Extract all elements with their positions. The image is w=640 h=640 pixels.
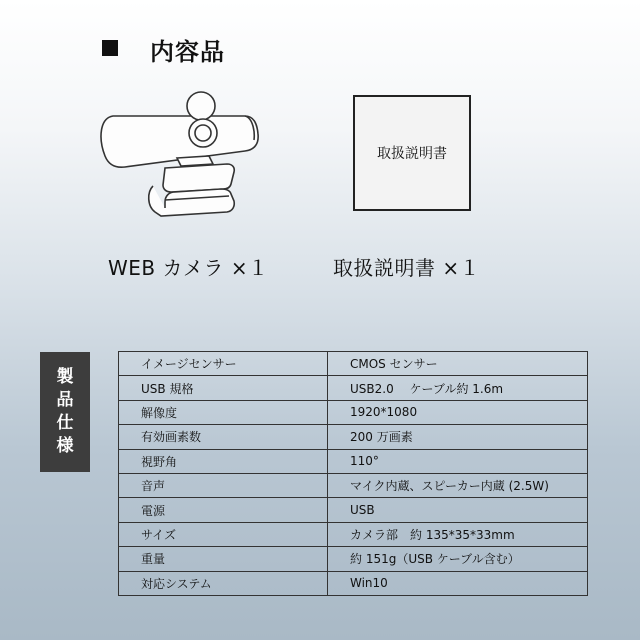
- spec-key: 音声: [119, 473, 328, 497]
- spec-key: サイズ: [119, 522, 328, 546]
- spec-key: 重量: [119, 547, 328, 571]
- table-row: [119, 547, 588, 571]
- manual-illustration: [353, 95, 471, 211]
- manual-caption: 取扱説明書 ×１: [333, 256, 481, 280]
- spec-key: 電源: [119, 498, 328, 522]
- spec-label-char: 品: [56, 390, 74, 410]
- table-row: [119, 400, 588, 424]
- spec-label-char: 仕: [56, 413, 74, 433]
- spec-value: CMOS センサー: [328, 352, 588, 376]
- spec-value: マイク内蔵、スピーカー内蔵 (2.5W): [328, 473, 588, 497]
- spec-label-char: 様: [56, 436, 74, 456]
- spec-key: USB 規格: [119, 376, 328, 400]
- table-row: [119, 498, 588, 522]
- spec-key: 有効画素数: [119, 425, 328, 449]
- spec-value: USB: [328, 498, 588, 522]
- spec-key: 視野角: [119, 449, 328, 473]
- section-bullet: [102, 40, 118, 56]
- spec-value: 200 万画素: [328, 425, 588, 449]
- table-row: [119, 522, 588, 546]
- spec-value: 110°: [328, 449, 588, 473]
- spec-key: 対応システム: [119, 571, 328, 595]
- manual-box-label: 取扱説明書: [377, 146, 447, 162]
- spec-value: 約 151g（USB ケーブル含む）: [328, 547, 588, 571]
- spec-label: [40, 352, 90, 472]
- section-title: 内容品: [150, 38, 225, 66]
- spec-key: イメージセンサー: [119, 352, 328, 376]
- table-row: [119, 352, 588, 376]
- table-row: [119, 449, 588, 473]
- spec-value: カメラ部 約 135*35*33mm: [328, 522, 588, 546]
- spec-value: USB2.0 ケーブル約 1.6m: [328, 376, 588, 400]
- spec-value: Win10: [328, 571, 588, 595]
- table-row: [119, 376, 588, 400]
- webcam-illustration: [95, 88, 265, 238]
- table-row: [119, 425, 588, 449]
- spec-label-char: 製: [56, 367, 74, 387]
- webcam-caption: WEB カメラ ×１: [108, 256, 269, 280]
- spec-value: 1920*1080: [328, 400, 588, 424]
- spec-table: [118, 351, 588, 596]
- table-row: [119, 571, 588, 595]
- spec-key: 解像度: [119, 400, 328, 424]
- table-row: [119, 473, 588, 497]
